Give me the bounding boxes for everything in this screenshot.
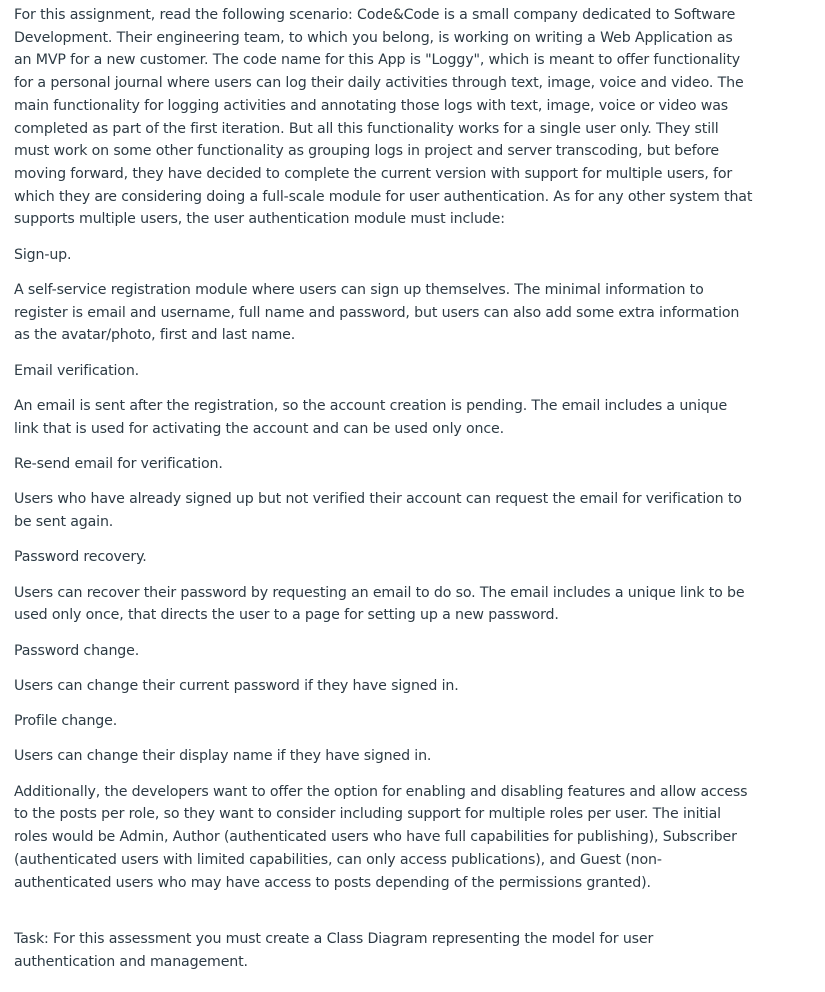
- feature-title-resend-verification: Re-send email for verification.: [14, 455, 223, 472]
- feature-description-email-verification: An email is sent after the registration, so the account creation is pending. The email includes a unique link that is used for activating the account and can be used only once.: [14, 397, 728, 437]
- feature-title-password-recovery: Password recovery.: [14, 549, 147, 566]
- feature-title-email-verification: Email verification.: [14, 362, 140, 379]
- roles-paragraph: Additionally, the developers want to offer the option for enabling and disabling features and allow access to the posts per role, so they want to consider including support for multiple roles per user. The initial roles would be Admin, Author (authenticated users who have full capabilities for publishing), Subscriber (authenticated users with limited capabilities, can only access publications), and Guest (non-authenticated users who may have access to posts depending of the permissions granted).: [14, 783, 748, 891]
- feature-title-sign-up: Sign-up.: [14, 246, 72, 263]
- feature-description-password-change: Users can change their current password if they have signed in.: [14, 677, 459, 694]
- feature-description-profile-change: Users can change their display name if they have signed in.: [14, 748, 432, 765]
- task-paragraph: Task: For this assessment you must create a Class Diagram representing the model for user authentication and management.: [14, 931, 654, 970]
- feature-description-sign-up: A self-service registration module where users can sign up themselves. The minimal information to register is email and username, full name and password, but users can also add some extra information as the avatar/photo, first and last name.: [14, 281, 740, 344]
- assignment-document: [14, 4, 754, 986]
- feature-description-resend-verification: Users who have already signed up but not verified their account can request the email for verification to be sent again.: [14, 491, 742, 530]
- feature-title-password-change: Password change.: [14, 642, 140, 659]
- intro-paragraph: For this assignment, read the following scenario: Code&Code is a small company dedicated to Software Development. Their engineering team, to which you belong, is working on writing a Web Application as an MVP for a new customer. The code name for this App is "Loggy", which is meant to offer functionality for a personal journal where users can log their daily activities through text, image, voice and video. The main functionality for logging activities and annotating those logs with text, image, voice or video was completed as part of the first iteration. But all this functionality works for a single user only. They still must work on some other functionality as grouping logs in project and server transcoding, but before moving forward, they have decided to complete the current version with support for multiple users, for which they are considering doing a full-scale module for user authentication. As for any other system that supports multiple users, the user authentication module must include:: [14, 7, 753, 228]
- feature-title-profile-change: Profile change.: [14, 713, 118, 730]
- feature-description-password-recovery: Users can recover their password by requesting an email to do so. The email includes a unique link to be used only once, that directs the user to a page for setting up a new password.: [14, 584, 745, 624]
